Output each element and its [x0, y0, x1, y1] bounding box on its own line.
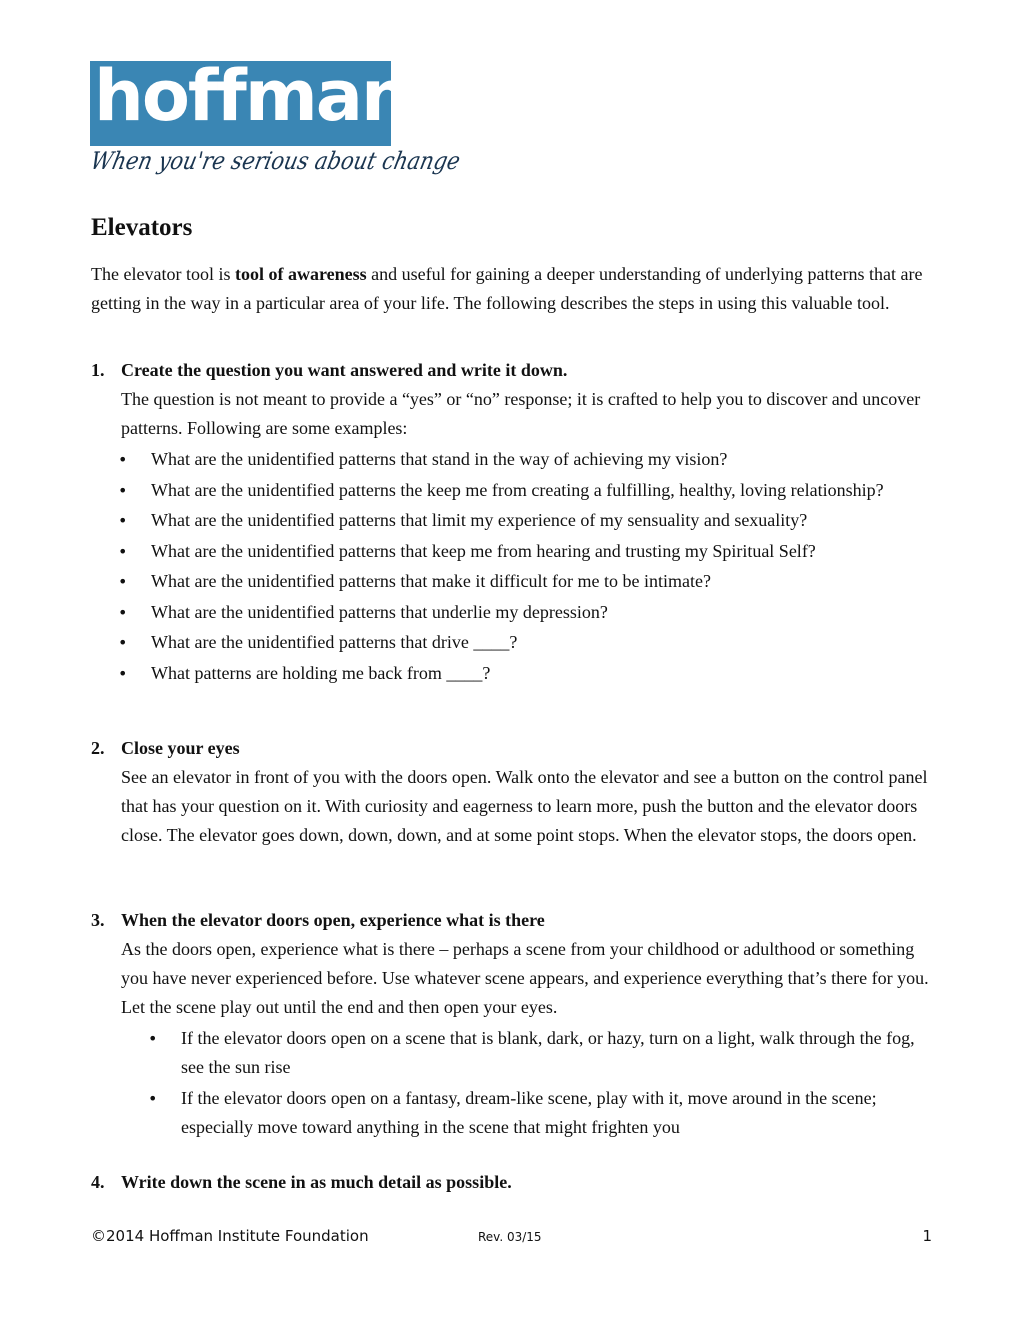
step-2-heading [91, 734, 931, 763]
page-number: 1 [922, 1227, 932, 1245]
hoffman-logo [88, 55, 463, 184]
scene-tips-list [181, 1024, 931, 1142]
step-2 [91, 734, 931, 850]
step-number: 1. [91, 360, 105, 380]
example-questions-list [151, 445, 931, 688]
logo-wordmark: hoffman [94, 55, 409, 137]
list-item: • What are the unidentified patterns that underlie my depression? [151, 598, 931, 627]
list-item: • If the elevator doors open on a scene that is blank, dark, or hazy, turn on a light, walk through the fog, see the sun rise [181, 1024, 931, 1082]
list-item: • What are the unidentified patterns that drive ____? [151, 628, 931, 657]
list-item: • What patterns are holding me back from ____? [151, 659, 931, 688]
list-item: • What are the unidentified patterns that limit my experience of my sensuality and sexuality? [151, 506, 931, 535]
footer-revision: Rev. 03/15 [478, 1230, 542, 1244]
step-3-body: As the doors open, experience what is there – perhaps a scene from your childhood or adulthood or something you have never experienced before. Use whatever scene appears, and experience everything that’s there for you. Let the scene play out until the end and then open your eyes. [121, 939, 929, 1017]
step-3 [91, 906, 931, 1143]
page-footer [91, 1227, 932, 1249]
logo-banner [90, 55, 409, 146]
intro-paragraph [91, 260, 931, 318]
step-2-body: See an elevator in front of you with the doors open. Walk onto the elevator and see a button on the control panel that has your question on it. With curiosity and eagerness to learn more, push the button and the elevator doors close. The elevator goes down, down, down, and at some point stops. When the elevator stops, the doors open. [121, 767, 928, 845]
step-1-heading [91, 356, 931, 385]
intro-emphasis: tool of awareness [234, 264, 367, 284]
step-heading-text: When the elevator doors open, experience what is there [121, 910, 545, 930]
step-number: 3. [91, 910, 105, 930]
list-item: • If the elevator doors open on a fantasy, dream-like scene, play with it, move around in the scene; especially move toward anything in the scene that might frighten you [181, 1084, 931, 1142]
footer-copyright: ©2014 Hoffman Institute Foundation [91, 1227, 369, 1245]
step-heading-text: Create the question you want answered and write it down. [121, 360, 568, 380]
step-3-heading [91, 906, 931, 935]
step-heading-text: Write down the scene in as much detail as possible. [121, 1172, 512, 1192]
page-title: Elevators [91, 214, 193, 241]
step-number: 4. [91, 1172, 105, 1192]
step-1 [91, 356, 931, 689]
list-item: • What are the unidentified patterns that make it difficult for me to be intimate? [151, 567, 931, 596]
list-item: • What are the unidentified patterns the keep me from creating a fulfilling, healthy, loving relationship? [151, 476, 931, 505]
step-number: 2. [91, 738, 105, 758]
step-4-heading [91, 1168, 931, 1197]
list-item: • What are the unidentified patterns that keep me from hearing and trusting my Spiritual Self? [151, 537, 931, 566]
intro-text-end: and useful for gaining a deeper understanding of underlying patterns that are getting in the way in a particular area of your life. The following describes the steps in using this valuable tool. [91, 264, 923, 313]
step-1-body: The question is not meant to provide a “yes” or “no” response; it is crafted to help you to discover and uncover patterns. Following are some examples: [121, 389, 921, 438]
logo-tagline: When you're serious about change [88, 147, 463, 175]
intro-text-start: The elevator tool is [91, 264, 235, 284]
step-4 [91, 1168, 931, 1197]
step-heading-text: Close your eyes [121, 738, 240, 758]
list-item: • What are the unidentified patterns that stand in the way of achieving my vision? [151, 445, 931, 474]
